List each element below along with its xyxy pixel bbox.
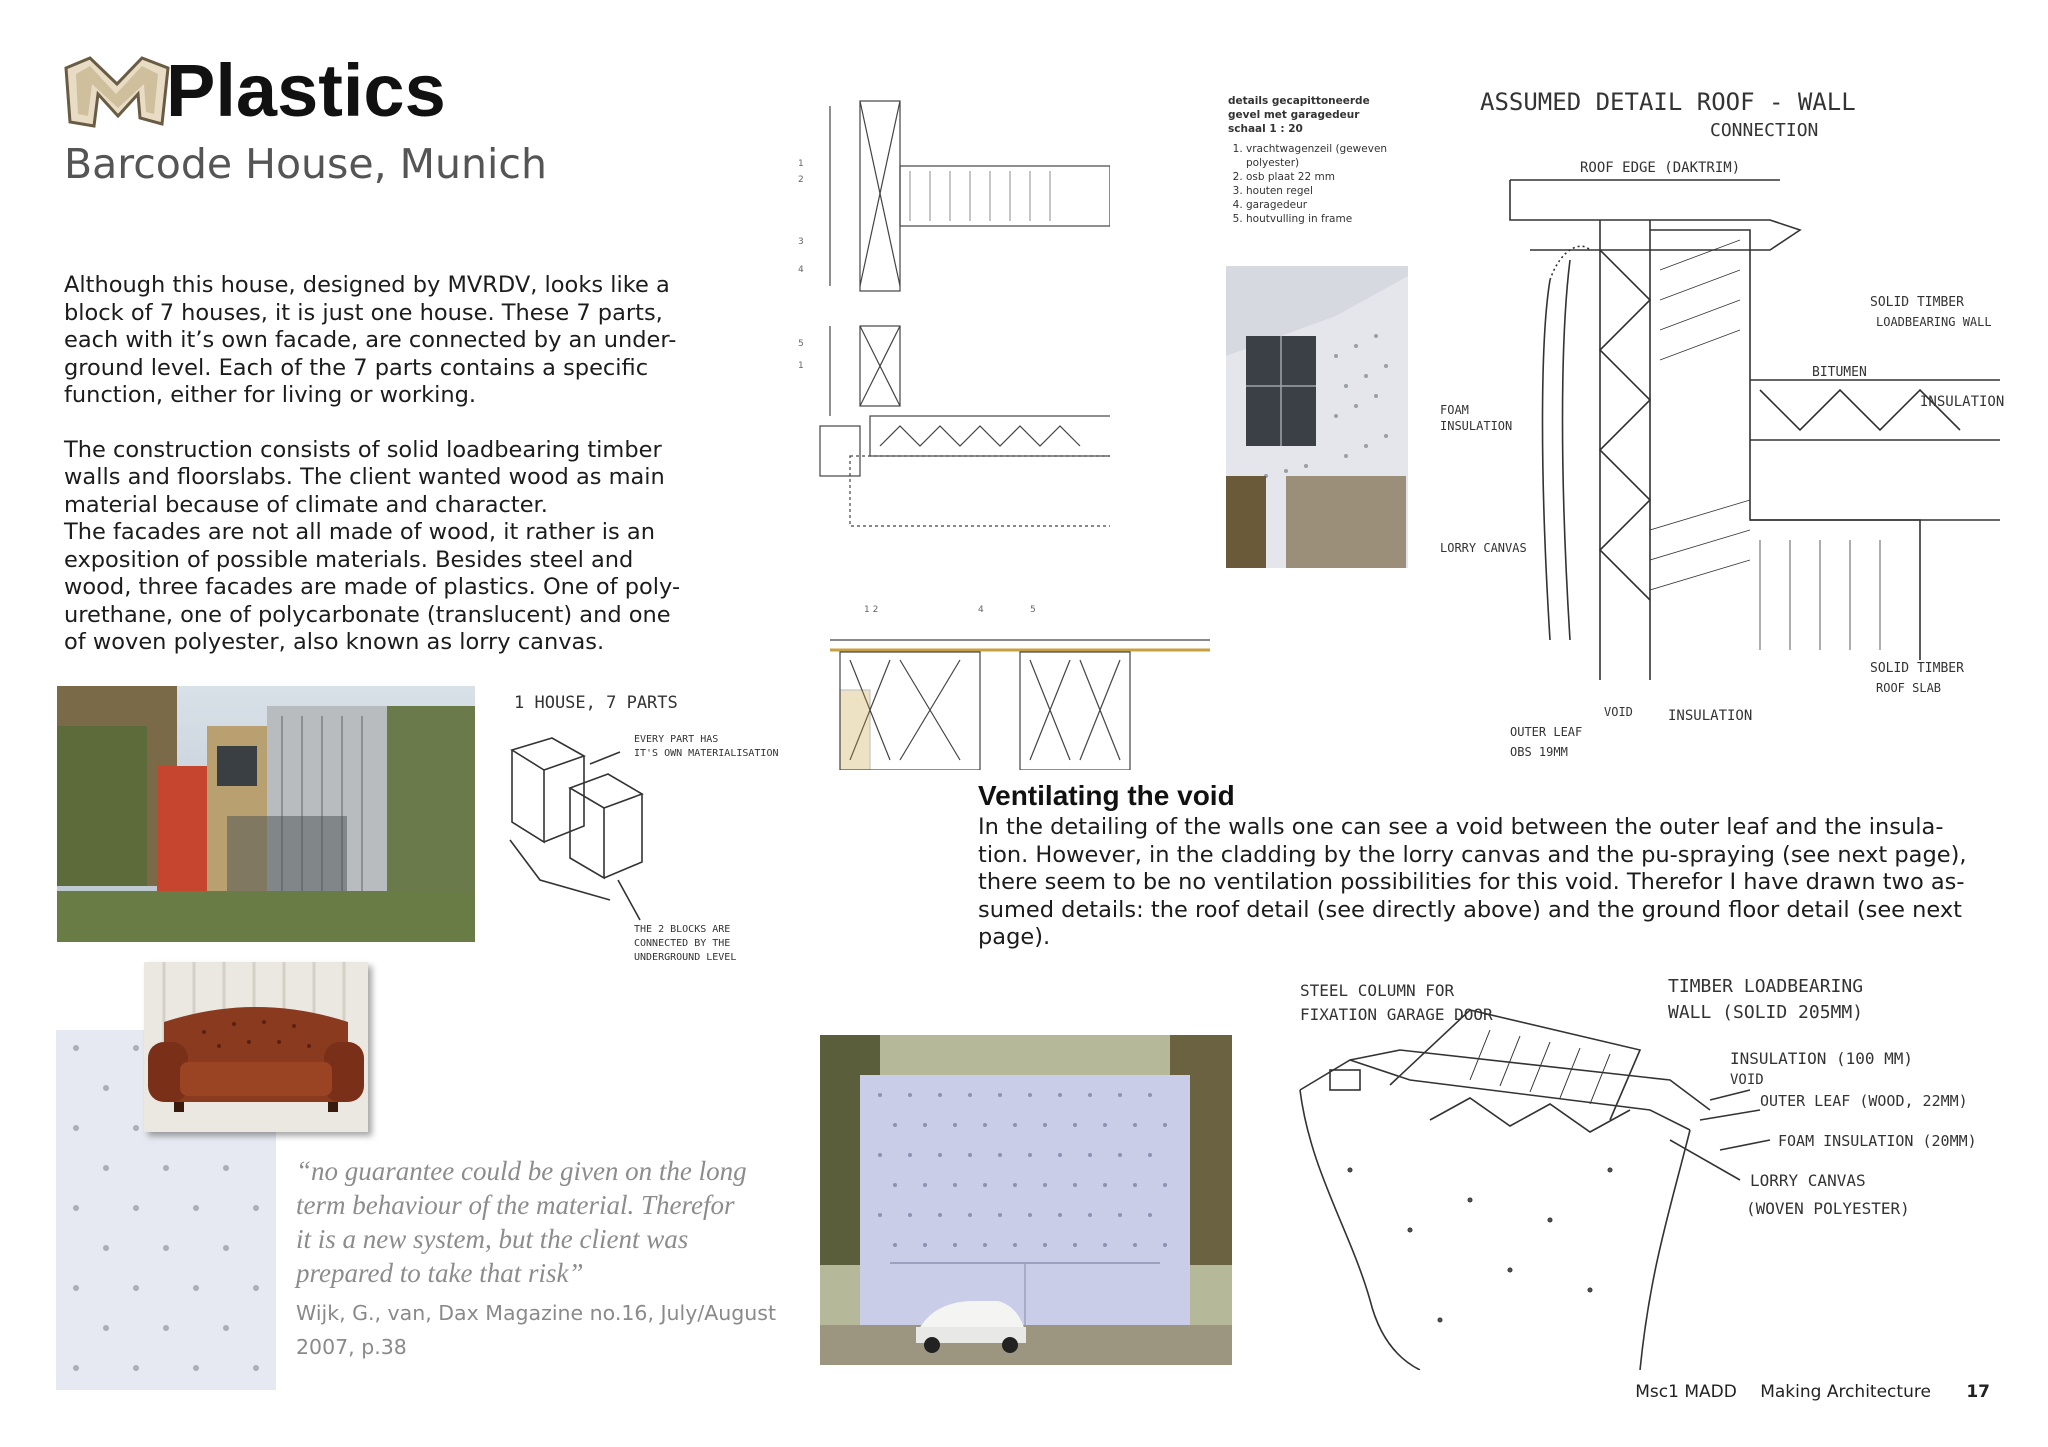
legend-heading-3: schaal 1 : 20 bbox=[1228, 123, 1303, 135]
text-line: of woven polyester, also known as lorry canvas. bbox=[64, 629, 605, 655]
svg-text:4: 4 bbox=[798, 265, 804, 275]
text-line: Although this house, designed by MVRDV, looks like a bbox=[64, 272, 670, 298]
label-foam: FOAM INSULATION (20MM) bbox=[1778, 1132, 1977, 1150]
label-void: VOID bbox=[1604, 705, 1633, 719]
label-roof-slab-1: SOLID TIMBER bbox=[1870, 661, 1964, 676]
label-insulation-right: INSULATION bbox=[1920, 394, 2005, 410]
sketch-note-1a: EVERY PART HAS bbox=[634, 734, 719, 745]
legend-heading-1: details gecapittoneerde bbox=[1228, 95, 1370, 107]
label-solid-timber-1: SOLID TIMBER bbox=[1870, 295, 1964, 310]
svg-text:4: 4 bbox=[978, 605, 984, 615]
quote-line: it is a new system, but the client was bbox=[296, 1224, 689, 1254]
label-timber-wall-2: WALL (SOLID 205MM) bbox=[1668, 1002, 1864, 1023]
label-void: VOID bbox=[1730, 1072, 1764, 1088]
intro-text bbox=[64, 272, 724, 684]
text-line: page). bbox=[978, 924, 1051, 950]
text-line: The construction consists of solid loadbearing timber bbox=[64, 436, 662, 463]
roof-detail-title-2: CONNECTION bbox=[1710, 120, 1819, 141]
text-line: function, either for living or working. bbox=[64, 382, 477, 408]
label-roof-slab-2: ROOF SLAB bbox=[1876, 681, 1942, 695]
sketch-title: 1 HOUSE, 7 PARTS bbox=[514, 693, 678, 713]
legend-item: 4. garagedeur bbox=[1246, 198, 1388, 212]
text-line: sumed details: the roof detail (see directly above) and the ground floor detail (see next bbox=[978, 896, 1963, 923]
svg-text:1 2: 1 2 bbox=[864, 605, 879, 615]
chesterfield-sofa-photo bbox=[144, 962, 368, 1132]
text-line: urethane, one of polycarbonate (translucent) and one bbox=[64, 601, 671, 628]
label-foam-2: INSULATION bbox=[1440, 419, 1513, 433]
label-outer-leaf: OUTER LEAF (WOOD, 22MM) bbox=[1760, 1092, 1968, 1110]
label-insulation: INSULATION (100 MM) bbox=[1730, 1049, 1914, 1068]
text-line: exposition of possible materials. Besides steel and bbox=[64, 546, 634, 573]
roof-detail-title-1: ASSUMED DETAIL ROOF - WALL bbox=[1480, 88, 1856, 116]
text-line: tion. However, in the cladding by the lorry canvas and the pu-spraying (see next page), bbox=[978, 841, 1967, 868]
svg-text:1: 1 bbox=[798, 361, 804, 371]
ground-floor-detail-sketch bbox=[1290, 970, 2020, 1370]
svg-text:5: 5 bbox=[1030, 605, 1036, 615]
quote-citation bbox=[296, 1296, 796, 1364]
svg-text:5: 5 bbox=[798, 339, 804, 349]
label-bitumen: BITUMEN bbox=[1812, 365, 1867, 380]
text-line: ground level. Each of the 7 parts contains a specific bbox=[64, 354, 649, 381]
label-outer-leaf-1: OUTER LEAF bbox=[1510, 725, 1583, 739]
wall-section-drawing bbox=[790, 96, 1110, 536]
label-solid-timber-2: LOADBEARING WALL bbox=[1876, 315, 1992, 329]
facade-corner-photo bbox=[1226, 266, 1408, 568]
footer-subject: Making Architecture bbox=[1760, 1382, 1931, 1402]
label-lorry-canvas-2: (WOVEN POLYESTER) bbox=[1746, 1199, 1910, 1218]
plan-detail-drawing bbox=[830, 600, 1210, 770]
citation-line: 2007, p.38 bbox=[296, 1335, 407, 1359]
quote-line: “no guarantee could be given on the long bbox=[296, 1156, 747, 1186]
legend-item: 5. houtvulling in frame bbox=[1246, 212, 1388, 226]
quote-line: term behaviour of the material. Therefor bbox=[296, 1190, 735, 1220]
intro-paragraph-2 bbox=[64, 437, 724, 657]
label-roof-edge: ROOF EDGE (DAKTRIM) bbox=[1580, 160, 1741, 176]
text-line: walls and floorslabs. The client wanted wood as main bbox=[64, 464, 665, 490]
roof-wall-detail-sketch bbox=[1440, 80, 2020, 780]
ventilating-title: Ventilating the void bbox=[978, 780, 1235, 811]
label-timber-wall-1: TIMBER LOADBEARING bbox=[1668, 976, 1864, 997]
text-line: In the detailing of the walls one can see a void between the outer leaf and the insula- bbox=[978, 814, 1944, 840]
text-line: wood, three facades are made of plastics. One of poly- bbox=[64, 574, 681, 600]
legend-item: 2. osb plaat 22 mm bbox=[1246, 170, 1388, 184]
page-footer bbox=[1617, 1382, 1990, 1402]
page-title: Plastics bbox=[166, 49, 446, 132]
parts-sketch bbox=[500, 680, 820, 980]
text-line: material because of climate and character. bbox=[64, 491, 548, 518]
text-line: The facades are not all made of wood, it rather is an bbox=[64, 519, 655, 545]
svg-text:1: 1 bbox=[798, 159, 804, 169]
text-line: there seem to be no ventilation possibilities for this void. Therefor I have drawn two as- bbox=[978, 869, 1965, 895]
sketch-note-2c: UNDERGROUND LEVEL bbox=[634, 952, 737, 963]
quote-line: prepared to take that risk” bbox=[296, 1258, 584, 1288]
intro-paragraph-1 bbox=[64, 272, 724, 410]
label-steel-column-2: FIXATION GARAGE DOOR bbox=[1300, 1005, 1493, 1024]
label-steel-column-1: STEEL COLUMN FOR bbox=[1300, 981, 1455, 1000]
footer-course: Msc1 MADD bbox=[1635, 1382, 1737, 1402]
label-outer-leaf-2: OBS 19MM bbox=[1510, 745, 1568, 759]
page-number: 17 bbox=[1966, 1382, 1990, 1402]
sketch-note-2a: THE 2 BLOCKS ARE bbox=[634, 924, 731, 935]
ventilating-body bbox=[978, 814, 1998, 952]
text-line: each with it’s own facade, are connected by an under- bbox=[64, 327, 677, 353]
madd-logo bbox=[62, 54, 172, 130]
label-lorry-canvas: LORRY CANVAS bbox=[1440, 541, 1527, 555]
text-line: block of 7 houses, it is just one house. These 7 parts, bbox=[64, 299, 663, 326]
drawing-legend bbox=[1228, 94, 1388, 226]
label-lorry-canvas-1: LORRY CANVAS bbox=[1750, 1171, 1866, 1190]
legend-item: 3. houten regel bbox=[1246, 184, 1388, 198]
quote-text bbox=[296, 1154, 776, 1290]
citation-line: Wijk, G., van, Dax Magazine no.16, July/August bbox=[296, 1301, 776, 1325]
legend-heading-2: gevel met garagedeur bbox=[1228, 109, 1360, 121]
garage-facade-photo bbox=[820, 1035, 1232, 1365]
label-foam-1: FOAM bbox=[1440, 403, 1469, 417]
house-exterior-photo bbox=[57, 686, 475, 942]
svg-text:3: 3 bbox=[798, 237, 804, 247]
sketch-note-2b: CONNECTED BY THE bbox=[634, 938, 731, 949]
page-subtitle: Barcode House, Munich bbox=[64, 140, 547, 188]
svg-text:2: 2 bbox=[798, 175, 804, 185]
legend-item: 1. vrachtwagenzeil (geweven polyester) bbox=[1246, 142, 1388, 170]
sketch-note-1b: IT'S OWN MATERIALISATION bbox=[634, 748, 779, 759]
label-insulation-bottom: INSULATION bbox=[1668, 708, 1753, 724]
